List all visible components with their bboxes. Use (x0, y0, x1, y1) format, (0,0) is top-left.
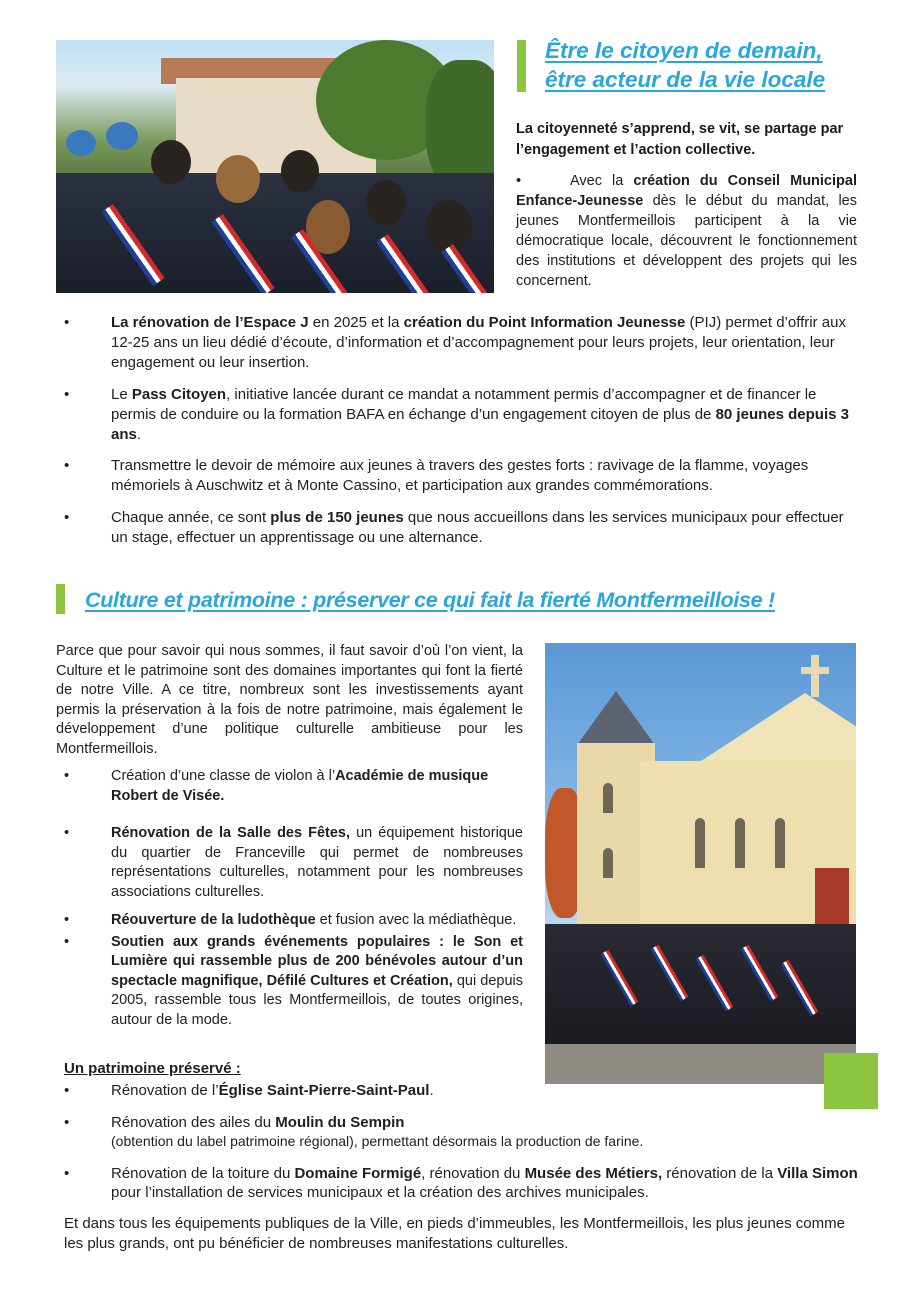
conseil-paragraph: • Avec la création du Conseil Municipal Enfance-Jeunesse dès le début du mandat, les jeunes Montfermeillois participent à la vie démocratique locale, découvrent le fonctionnement des institutions et développent des projets qui les concernent. (516, 173, 857, 289)
culture-bullet-list (56, 767, 523, 1039)
list-item: • Soutien aux grands événements populaires : le Son et Lumière qui rassemble plus de 200 bénévoles autour d’un spectacle magnifique, Défilé Cultures et Création, qui depuis 2005, rassemble tous les Montfermeillois, de toutes origines, autour de la mode. (56, 933, 523, 1031)
list-item: • Transmettre le devoir de mémoire aux jeunes à travers des gestes forts : ravivage de la flamme, voyages mémoriels à Auschwitz et à Monte Cassino, et participation aux grandes commémorations. (56, 456, 861, 496)
culture-intro: Parce que pour savoir qui nous sommes, il faut savoir d’où l’on vient, la Culture et le patrimoine sont des domaines importantes qui font la fierté de notre Ville. A ce titre, nombreux sont les investissements ayant permis la préservation à la fois de notre patrimoine, mais également le développement d’une politique culturelle ambitieuse pour les Montfermeillois. (56, 643, 523, 757)
section2-title: Culture et patrimoine : préserver ce qui fait la fierté Montfermeilloise ! (85, 588, 775, 612)
list-item: • Rénovation de l’Église Saint-Pierre-Saint-Paul. (56, 1081, 861, 1101)
list-item: • Chaque année, ce sont plus de 150 jeunes que nous accueillons dans les services municipaux pour effectuer un stage, effectuer un apprentissage ou une alternance. (56, 508, 861, 548)
church-ceremony-photo (545, 643, 856, 1084)
list-item: • La rénovation de l’Espace J en 2025 et la création du Point Information Jeunesse (PIJ) permet d’offrir aux 12-25 ans un lieu dédié d’écoute, d’information et d’accompagnement pour leurs projets, leur orientation, leur engagement ou leur insertion. (56, 313, 861, 373)
patrimoine-bullet-list (56, 1081, 861, 1212)
youth-bullet-list (56, 313, 861, 557)
section1-title-line1: Être le citoyen de demain, (545, 38, 823, 63)
list-item: • Rénovation des ailes du Moulin du Sempin (obtention du label patrimoine régional), permettant désormais la production de farine. (56, 1113, 861, 1152)
list-item: • Rénovation de la Salle des Fêtes, un équipement historique du quartier de Franceville qui permet de nombreuses représentations culturelles, notamment pour les nombreuses associations culturelles. (56, 824, 523, 902)
closing-paragraph: Et dans tous les équipements publiques de la Ville, en pieds d’immeubles, les Montfermeillois, les plus jeunes comme les plus grands, ont pu bénéficier de nombreuses manifestations culturelles. (64, 1215, 845, 1252)
section-accent-bar (56, 584, 65, 614)
section-accent-bar (517, 40, 526, 92)
youth-commemoration-photo (56, 40, 494, 293)
list-item: • Rénovation de la toiture du Domaine Formigé, rénovation du Musée des Métiers, rénovation de la Villa Simon pour l’installation de services municipaux et la création des archives municipales. (56, 1164, 861, 1203)
conseil-highlight: création du Conseil Municipal Enfance-Jeunesse (516, 173, 857, 209)
section1-lead: La citoyenneté s’apprend, se vit, se partage par l’engagement et l’action collective. (516, 121, 844, 158)
patrimoine-heading: Un patrimoine préservé : (64, 1060, 241, 1077)
list-item: • Réouverture de la ludothèque et fusion avec la médiathèque. (56, 911, 523, 931)
section1-title-line2: être acteur de la vie locale (545, 67, 826, 92)
section1-title (545, 36, 875, 94)
list-item: • Création d’une classe de violon à l’Académie de musique Robert de Visée. (56, 767, 523, 806)
list-item: • Le Pass Citoyen, initiative lancée durant ce mandat a notamment permis d’accompagner et de financer le permis de conduire ou la formation BAFA en échange d’un engagement citoyen de plus de 80 jeunes depuis 3 ans. (56, 385, 861, 445)
